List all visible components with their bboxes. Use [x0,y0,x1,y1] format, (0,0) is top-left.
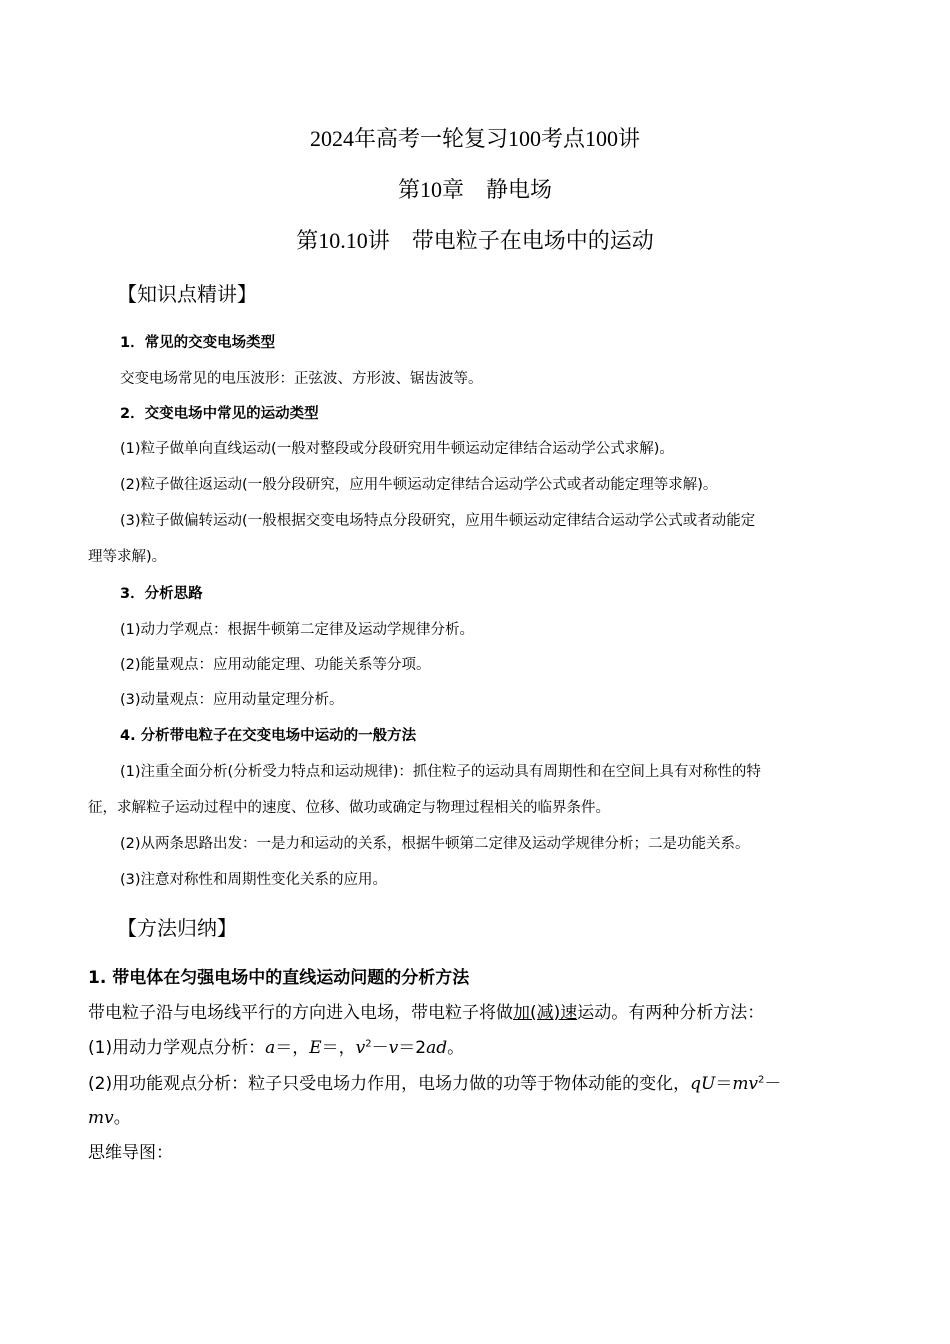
exponent: 2 [365,1038,372,1050]
text-run: － [764,1074,782,1094]
text-run: 运动。有两种分析方法： [577,1003,765,1023]
knowledge-paragraph: (1)动力学观点：根据牛顿第二定律及运动学规律分析。 [120,622,475,638]
var-ad: ad [426,1038,448,1058]
text-run: ＝2 [398,1038,427,1058]
knowledge-paragraph: (2)粒子做往返运动(一般分段研究，应用牛顿运动定律结合运动学公式或者动能定理等求解)。 [120,477,718,493]
text-run: 带电粒子沿与电场线平行的方向进入电场，带电粒子将做 [88,1003,513,1023]
var-v: v [355,1038,366,1058]
knowledge-paragraph: (2)能量观点：应用动能定理、功能关系等分项。 [120,657,431,673]
text-run: ＝， [321,1038,356,1058]
var-E: E [309,1038,322,1058]
var-mv: mv [732,1074,759,1094]
knowledge-paragraph: (1)注重全面分析(分析受力特点和运动规律)：抓住粒子的运动具有周期性和在空间上具有对称性的特 [120,764,761,780]
knowledge-paragraph: (1)粒子做单向直线运动(一般对整段或分段研究用牛顿运动定律结合运动学公式求解)。 [120,441,674,457]
text-run: 。 [447,1038,465,1058]
knowledge-section-title: 【知识点精讲】 [117,282,257,306]
text-run: (2)用功能观点分析：粒子只受电场力作用，电场力做的功等于物体动能的变化， [88,1074,691,1094]
text-run: ＝ [715,1074,733,1094]
underlined-term: 加(减)速 [513,1003,578,1023]
knowledge-heading-1: 1．常见的交变电场类型 [120,335,276,351]
knowledge-paragraph-cont: 理等求解)。 [88,549,167,565]
lecture-title: 第10.10讲 带电粒子在电场中的运动 [296,228,654,253]
knowledge-paragraph: (3)动量观点：应用动量定理分析。 [120,692,344,708]
knowledge-paragraph: 交变电场常见的电压波形：正弦波、方形波、锯齿波等。 [120,371,483,387]
chapter-title: 第10章 静电场 [397,177,552,202]
method-paragraph [88,1000,764,1026]
text-run: 。 [113,1108,131,1128]
knowledge-paragraph: (2)从两条思路出发：一是力和运动的关系，根据牛顿第二定律及运动学规律分析；二是功能关系。 [120,836,750,852]
document-title: 2024年高考一轮复习100考点100讲 [309,126,640,151]
knowledge-heading-4: 4. 分析带电粒子在交变电场中运动的一般方法 [120,728,417,744]
var-v0: v [388,1038,399,1058]
text-run: － [371,1038,389,1058]
method-formula-line-2 [88,1071,781,1097]
knowledge-paragraph: (3)粒子做偏转运动(一般根据交变电场特点分段研究，应用牛顿运动定律结合运动学公式或者动能定 [120,513,756,529]
var-a: a [265,1038,276,1058]
method-formula-line-1 [88,1035,464,1061]
method-heading-1: 1. 带电体在匀强电场中的直线运动问题的分析方法 [88,968,470,988]
knowledge-heading-3: 3．分析思路 [120,586,203,602]
var-qU: qU [690,1074,716,1094]
mind-map-label: 思维导图： [88,1143,173,1163]
knowledge-paragraph-cont: 征，求解粒子运动过程中的速度、位移、做功或确定与物理过程相关的临界条件。 [88,800,610,816]
text-run: (1)用动力学观点分析： [88,1038,266,1058]
knowledge-paragraph: (3)注意对称性和周期性变化关系的应用。 [120,872,388,888]
var-mv0: mv [88,1108,114,1128]
knowledge-heading-2: 2．交变电场中常见的运动类型 [120,406,319,422]
exponent: 2 [758,1074,765,1086]
method-section-title: 【方法归纳】 [117,916,237,940]
method-formula-line-3 [88,1105,131,1131]
text-run: ＝， [275,1038,310,1058]
